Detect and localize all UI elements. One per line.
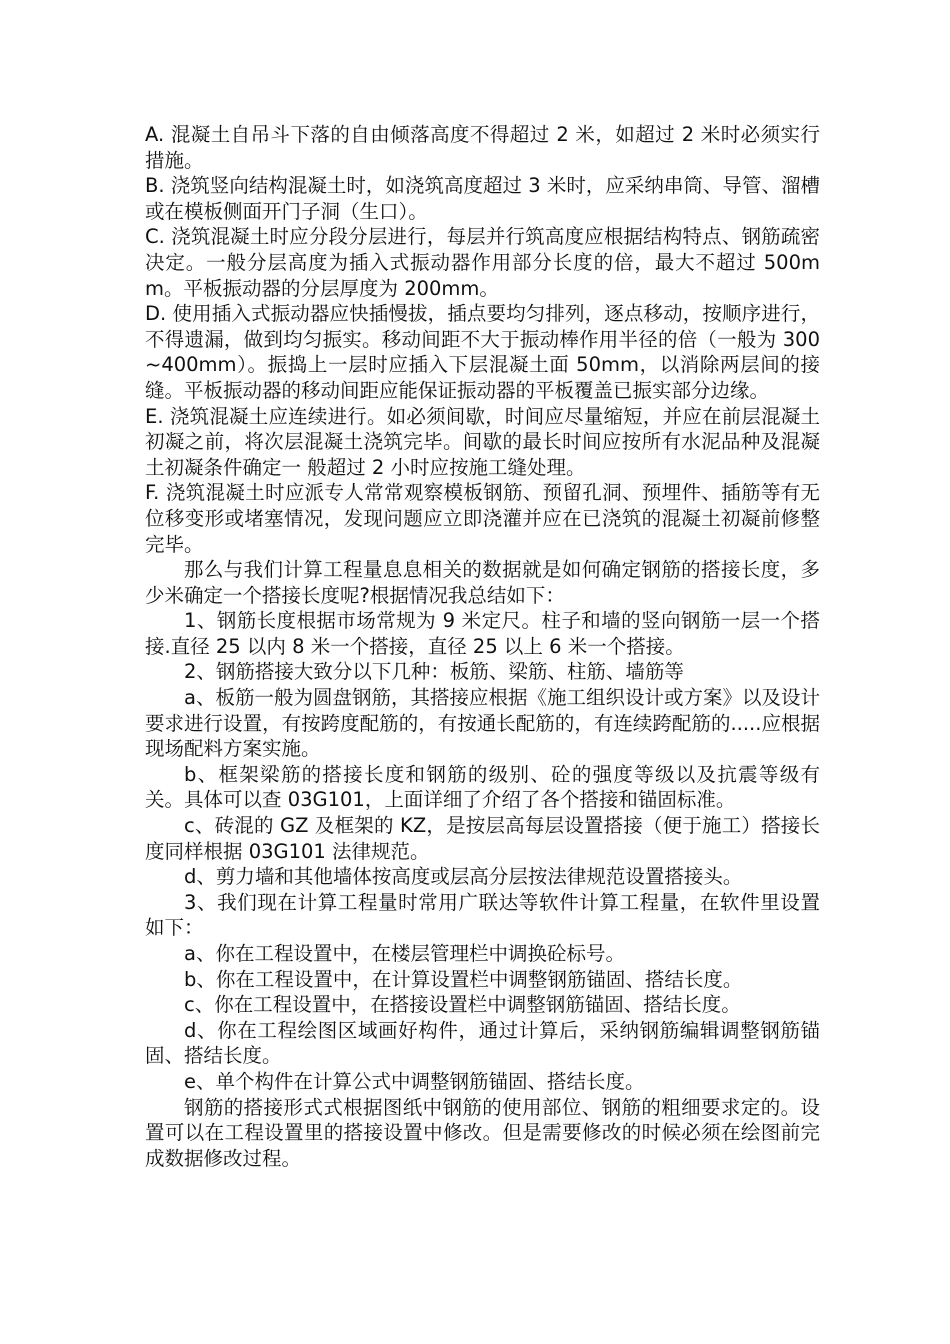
paragraph-b: B. 浇筑竖向结构混凝土时，如浇筑高度超过 3 米时，应采纳串筒、导管、溜槽或在模板侧面开门子洞（生口）。 bbox=[145, 174, 820, 223]
paragraph-item-3c: c、你在工程设置中，在搭接设置栏中调整钢筋锚固、搭结长度。 bbox=[184, 993, 741, 1017]
paragraph-item-3b: b、你在工程设置中，在计算设置栏中调整钢筋锚固、搭结长度。 bbox=[184, 967, 743, 991]
paragraph-item-3: 3、我们现在计算工程量时常用广联达等软件计算工程量，在软件里设置如下： bbox=[145, 890, 820, 940]
paragraph-item-2c: c、砖混的 GZ 及框架的 KZ，是按层高每层设置搭接（便于施工）搭接长度同样根据 03G101 法律规范。 bbox=[145, 814, 820, 863]
paragraph-c: C. 浇筑混凝土时应分段分层进行，每层并行筑高度应根据结构特点、钢筋疏密决定。一般分层高度为插入式振动器作用部分长度的倍，最大不超过 500mm。平板振动器的分层厚度为 200mm。 bbox=[145, 225, 820, 300]
paragraph-item-3d: d、你在工程绘图区域画好构件，通过计算后，采纳钢筋编辑调整钢筋锚固、搭结长度。 bbox=[145, 1018, 820, 1068]
paragraph-item-2a: a、板筋一般为圆盘钢筋，其搭接应根据《施工组织设计或方案》以及设计要求进行设置，有按跨度配筋的，有按通长配筋的，有连续跨配筋的.....应根据现场配料方案实施。 bbox=[145, 686, 820, 761]
paragraph-item-3e: e、单个构件在计算公式中调整钢筋锚固、搭结长度。 bbox=[184, 1069, 645, 1093]
paragraph-conclusion: 钢筋的搭接形式式根据图纸中钢筋的使用部位、钢筋的粗细要求定的。设置可以在工程设置里的搭接设置中修改。但是需要修改的时候必须在绘图前完成数据修改过程。 bbox=[145, 1095, 820, 1170]
document-body bbox=[145, 122, 820, 1171]
paragraph-f: F. 浇筑混凝土时应派专人常常观察模板钢筋、预留孔洞、预埋件、插筋等有无位移变形或堵塞情况，发现问题应立即浇灌并应在已浇筑的混凝土初凝前修整完毕。 bbox=[145, 481, 820, 556]
paragraph-lap-length-intro: 那么与我们计算工程量息息相关的数据就是如何确定钢筋的搭接长度，多少米确定一个搭接长度呢?根据情况我总结如下： bbox=[145, 558, 820, 607]
paragraph-item-1: 1、钢筋长度根据市场常规为 9 米定尺。柱子和墙的竖向钢筋一层一个搭接.直径 25 以内 8 米一个搭接，直径 25 以上 6 米一个搭接。 bbox=[145, 609, 820, 658]
paragraph-d: D. 使用插入式振动器应快插慢拔，插点要均匀排列，逐点移动，按顺序进行，不得遗漏，做到均匀振实。移动间距不大于振动棒作用半径的倍（一般为 300~400mm）。振捣上一层时应插入下层混凝土面 50mm，以消除两层间的接缝。平板振动器的移动间距应能保证振动器的平板覆盖已振实部分边缘。 bbox=[145, 302, 820, 402]
paragraph-e: E. 浇筑混凝土应连续进行。如必须间歇，时间应尽量缩短，并应在前层混凝土初凝之前，将次层混凝土浇筑完毕。间歇的最长时间应按所有水泥品种及混凝土初凝条件确定一 般超过 2 小时应按施工缝处理。 bbox=[145, 404, 820, 479]
paragraph-a: A. 混凝土自吊斗下落的自由倾落高度不得超过 2 米，如超过 2 米时必须实行措施。 bbox=[145, 123, 820, 172]
paragraph-item-2b: b、框架梁筋的搭接长度和钢筋的级别、砼的强度等级以及抗震等级有关。具体可以查 03G101，上面详细了介绍了各个搭接和锚固标准。 bbox=[145, 762, 820, 812]
paragraph-item-3a: a、你在工程设置中，在楼层管理栏中调换砼标号。 bbox=[184, 942, 625, 965]
paragraph-item-2: 2、钢筋搭接大致分以下几种：板筋、梁筋、柱筋、墙筋等 bbox=[184, 660, 684, 684]
paragraph-item-2d: d、剪力墙和其他墙体按高度或层高分层按法律规范设置搭接头。 bbox=[184, 865, 743, 889]
